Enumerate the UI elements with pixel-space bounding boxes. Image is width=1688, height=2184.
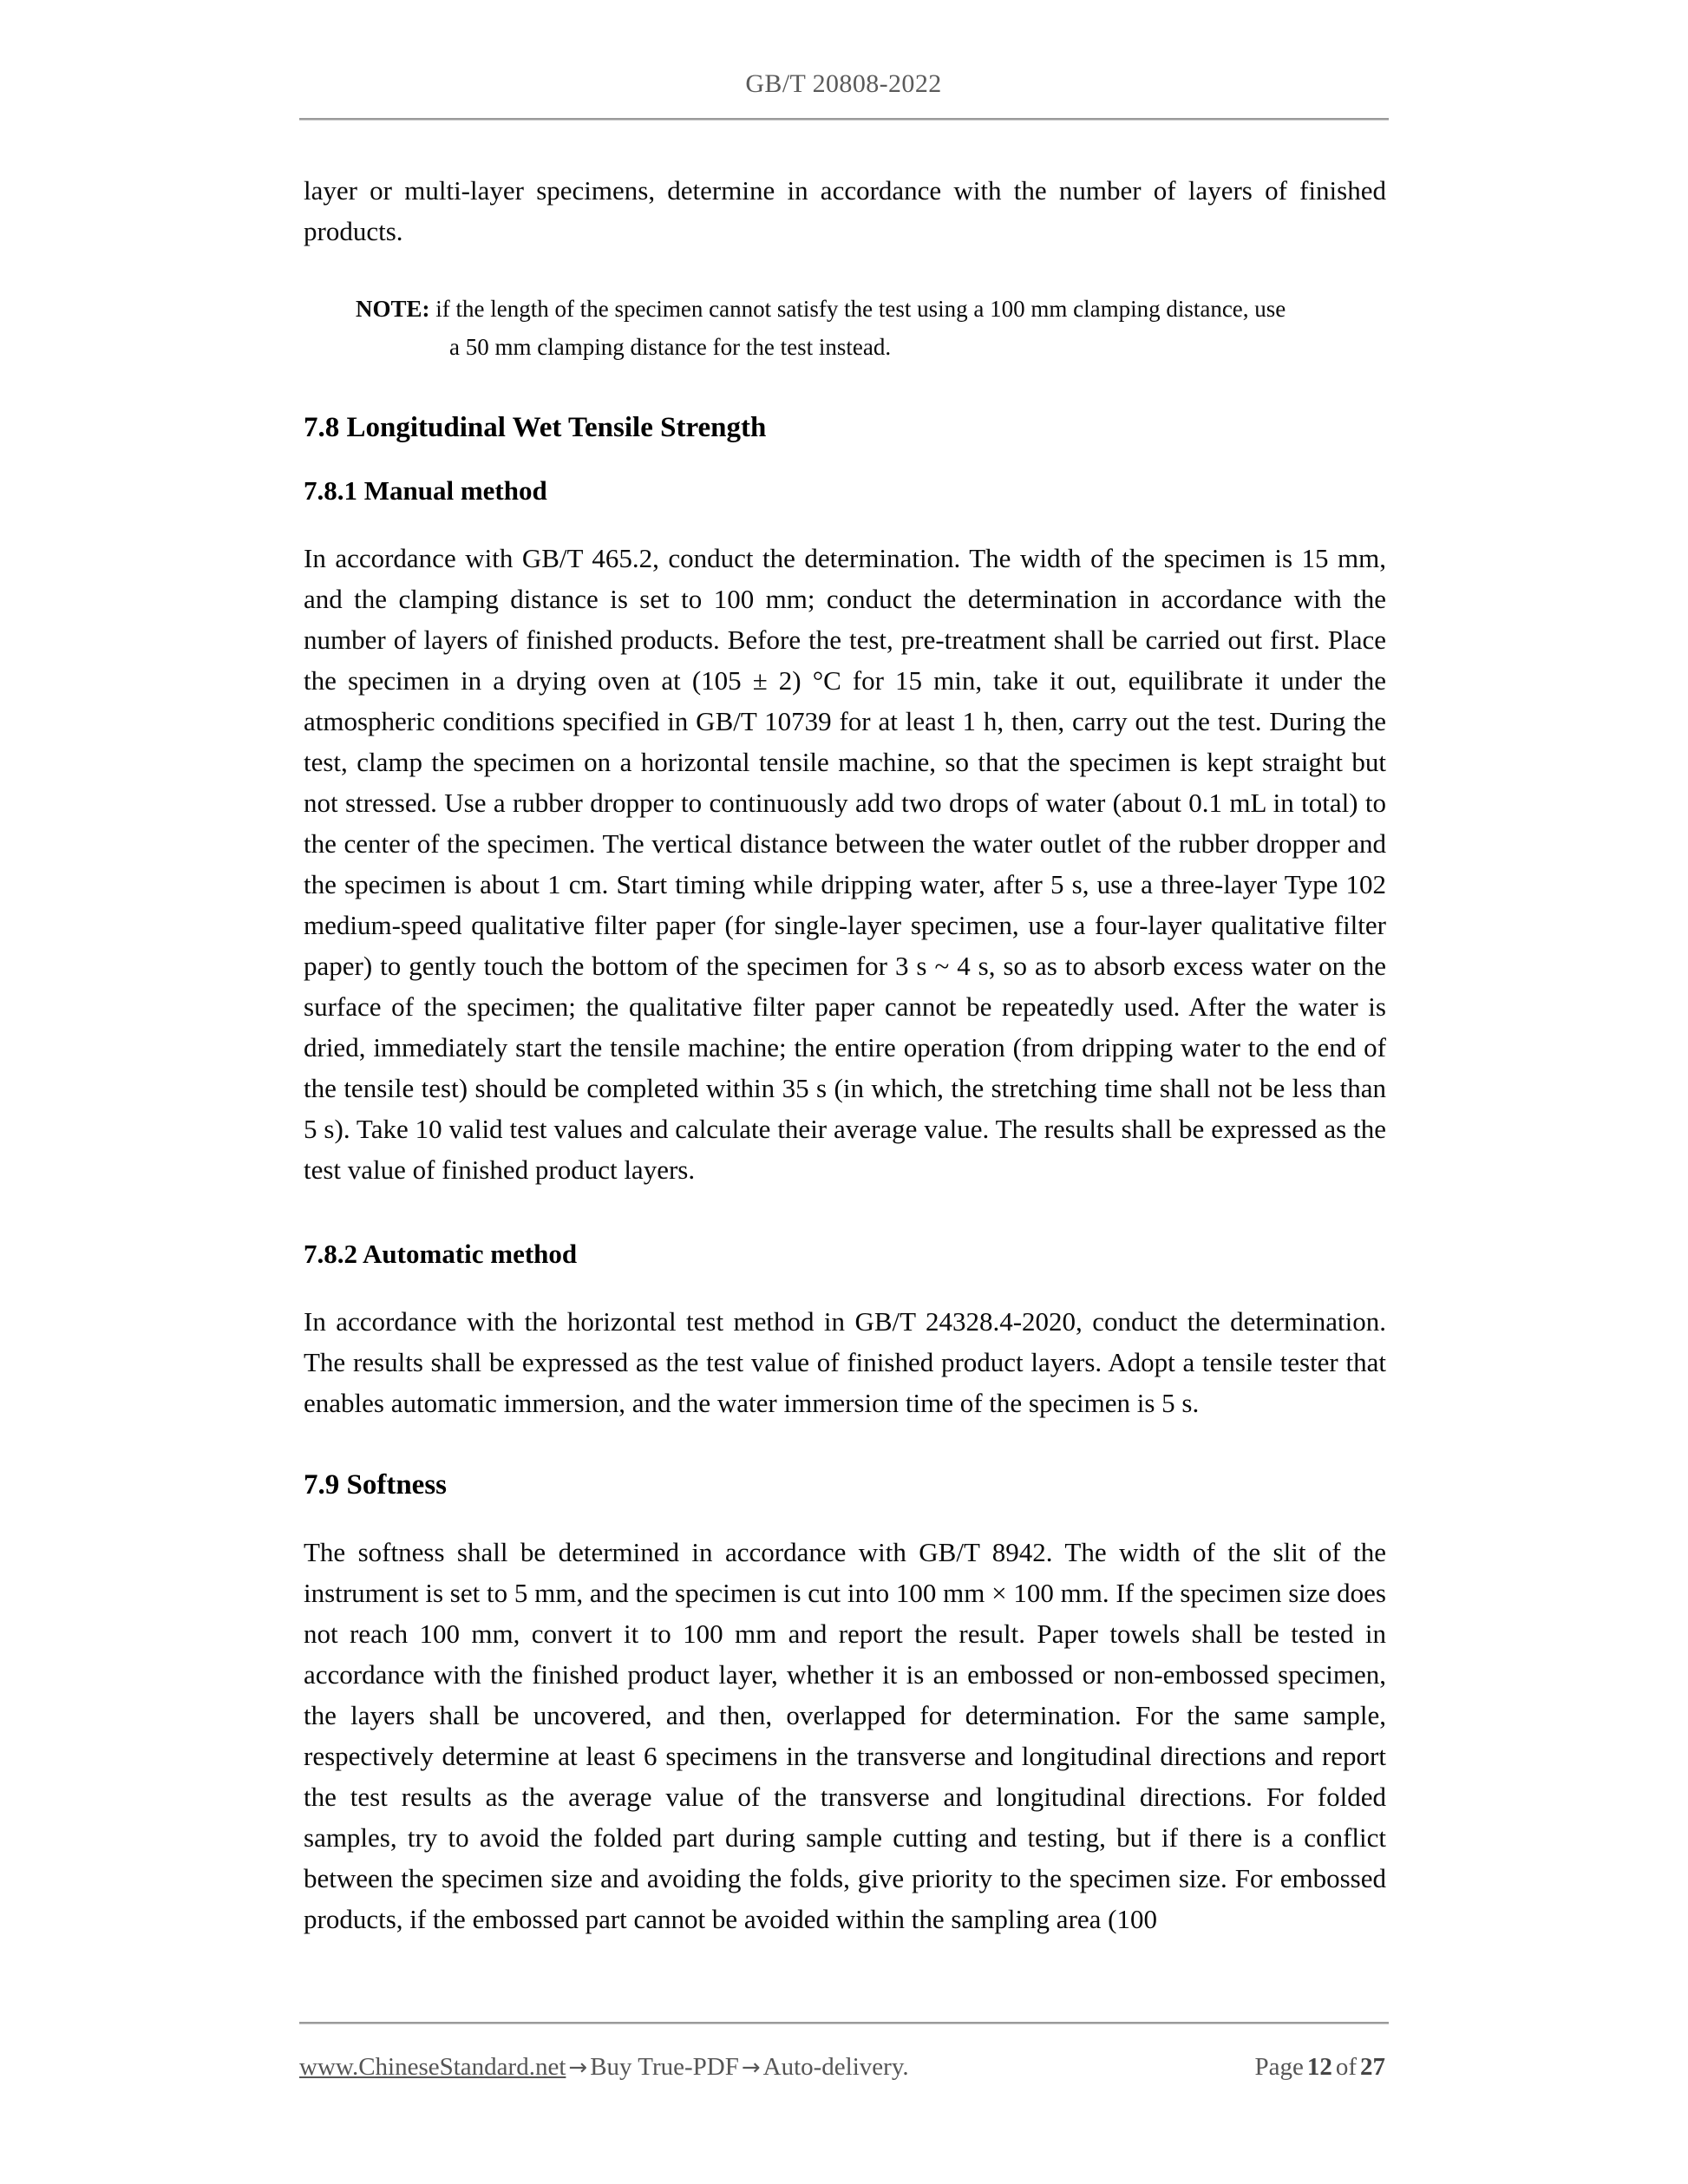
current-page-number: 12 (1306, 2053, 1332, 2081)
footer-divider (299, 2022, 1389, 2024)
footer-promo (299, 2047, 909, 2088)
note-block (304, 290, 1386, 366)
note-label: NOTE: (356, 296, 430, 322)
section-heading-7-8-1: 7.8.1 Manual method (304, 474, 547, 506)
note-first-line (356, 290, 1386, 328)
footer-promo-buy: Buy True-PDF (590, 2053, 739, 2081)
header-divider (299, 118, 1389, 121)
page-footer (299, 2047, 1389, 2087)
document-body (304, 170, 1386, 1939)
paragraph-7-8-2: In accordance with the horizontal test method in GB/T 24328.4-2020, conduct the determination. The results shall be expressed as the test value of finished product layers. Adopt a tensile tester that enables automatic immersion, and the water immersion time of the specimen is 5 s. (304, 1305, 1386, 1418)
chinesestandard-link[interactable]: www.ChineseStandard.net (299, 2053, 566, 2081)
paragraph-7-8-1: In accordance with GB/T 465.2, conduct the determination. The width of the specimen is 15 mm, and the clamping distance is set to 100 mm; conduct the determination in accordance with the number of layers of finished products. Before the test, pre-treatment shall be carried out first. Place the specimen in a drying oven at (105 ± 2) °C for 15 min, take it out, equilibrate it under the atmospheric conditions specified in GB/T 10739 for at least 1 h, then, carry out the test. During the test, clamp the specimen on a horizontal tensile machine, so that the specimen is kept straight but not stressed. Use a rubber dropper to continuously add two drops of water (about 0.1 mL in total) to the center of the specimen. The vertical distance between the water outlet of the rubber dropper and the specimen is about 1 cm. Start timing while dripping water, after 5 s, use a three-layer Type 102 medium-speed qualitative filter paper (for single-layer specimen, use a four-layer qualitative filter paper) to gently touch the bottom of the specimen for 3 s ~ 4 s, so as to absorb excess water on the surface of the specimen; the qualitative filter paper cannot be repeatedly used. After the water is dried, immediately start the tensile machine; the entire operation (from dripping water to the end of the tensile test) should be completed within 35 s (in which, the stretching time shall not be less than 5 s). Take 10 valid test values and calculate their average value. The results shall be expressed as the test value of finished product layers. (304, 542, 1386, 1185)
section-heading-7-8-2: 7.8.2 Automatic method (304, 1238, 578, 1269)
note-text-line2: a 50 mm clamping distance for the test instead. (449, 334, 892, 360)
arrow-right-icon: → (568, 2055, 588, 2081)
continued-paragraph: layer or multi-layer specimens, determine in accordance with the number of layers of finished products. (304, 175, 1386, 246)
page-label: Page (1254, 2053, 1304, 2081)
of-label: of (1335, 2053, 1357, 2081)
total-page-count: 27 (1360, 2053, 1385, 2081)
section-heading-7-9: 7.9 Softness (304, 1468, 448, 1501)
footer-promo-delivery: Auto-delivery. (762, 2053, 909, 2081)
arrow-right-icon-2: → (741, 2055, 761, 2081)
standard-number-title: GB/T 20808-2022 (745, 69, 942, 98)
paragraph-7-9: The softness shall be determined in accordance with GB/T 8942. The width of the slit of the instrument is set to 5 mm, and the specimen is cut into 100 mm × 100 mm. If the specimen size does not reach 100 mm, convert it to 100 mm and report the result. Paper towels shall be tested in accordance with the finished product layer, whether it is an embossed or non-embossed specimen, the layers shall be uncovered, and then, overlapped for determination. For the same sample, respectively determine at least 6 specimens in the transverse and longitudinal directions and report the test results as the average value of the transverse and longitudinal directions. For folded samples, try to avoid the folded part during sample cutting and testing, but if there is a conflict between the specimen size and avoiding the folds, give priority to the specimen size. For embossed products, if the embossed part cannot be avoided within the sampling area (100 (304, 1536, 1386, 1934)
page-indicator (1254, 2047, 1389, 2087)
note-text-line1: if the length of the specimen cannot satisfy the test using a 100 mm clamping distance, use (429, 296, 1286, 322)
section-heading-7-8: 7.8 Longitudinal Wet Tensile Strength (304, 412, 767, 443)
page-header (299, 71, 1388, 97)
